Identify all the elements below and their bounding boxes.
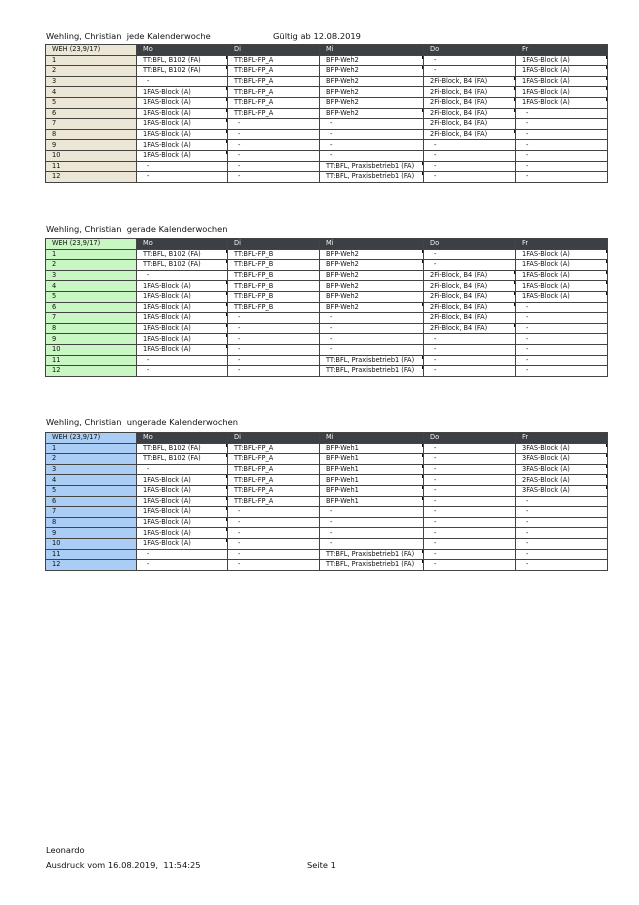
lesson-cell-fr: - [516, 172, 608, 183]
lesson-cell-do: 2Fi-Block, B4 (FA) [424, 87, 516, 98]
lesson-cell-mi: BFP-Weh2 [320, 97, 424, 108]
lesson-cell-do: - [424, 454, 516, 465]
lesson-cell-di: TT:BFL-FP_A [228, 496, 320, 507]
table-row [46, 302, 608, 313]
table-row [46, 366, 608, 377]
lesson-cell-mo: 1FAS-Block (A) [137, 302, 228, 313]
period-number: 12 [46, 172, 137, 183]
day-header-fr: Fr [516, 239, 608, 250]
day-header-mo: Mo [137, 433, 228, 444]
lesson-cell-mo: - [137, 366, 228, 377]
lesson-cell-di: TT:BFL-FP_A [228, 87, 320, 98]
table-row [46, 454, 608, 465]
lesson-cell-mi: BFP-Weh1 [320, 485, 424, 496]
lesson-cell-mi: TT:BFL, Praxisbetrieb1 (FA) [320, 549, 424, 560]
lesson-cell-di: TT:BFL-FP_A [228, 108, 320, 119]
lesson-cell-mi: BFP-Weh2 [320, 76, 424, 87]
lesson-cell-mi: - [320, 528, 424, 539]
table-row [46, 355, 608, 366]
period-number: 4 [46, 87, 137, 98]
header-row [46, 239, 608, 250]
day-header-mo: Mo [137, 45, 228, 56]
table-row [46, 517, 608, 528]
period-number: 8 [46, 517, 137, 528]
lesson-cell-di: - [228, 344, 320, 355]
lesson-cell-di: - [228, 560, 320, 571]
lesson-cell-di: TT:BFL-FP_A [228, 97, 320, 108]
table-row [46, 485, 608, 496]
lesson-cell-mi: BFP-Weh2 [320, 260, 424, 271]
lesson-cell-do: - [424, 355, 516, 366]
footer-printed: Ausdruck vom 16.08.2019, 11:54:25 [46, 860, 201, 870]
table-row [46, 560, 608, 571]
lesson-cell-mi: - [320, 507, 424, 518]
teacher-code-header: WEH (23,9/17) [46, 239, 137, 250]
period-number: 1 [46, 55, 137, 66]
lesson-cell-di: TT:BFL-FP_B [228, 281, 320, 292]
lesson-cell-mi: BFP-Weh2 [320, 55, 424, 66]
period-number: 9 [46, 528, 137, 539]
lesson-cell-mo: - [137, 560, 228, 571]
lesson-cell-mo: 1FAS-Block (A) [137, 291, 228, 302]
lesson-cell-mi: - [320, 129, 424, 140]
lesson-cell-mi: BFP-Weh2 [320, 281, 424, 292]
table-row [46, 260, 608, 271]
lesson-cell-mi: - [320, 538, 424, 549]
lesson-cell-mi: - [320, 344, 424, 355]
lesson-cell-di: - [228, 334, 320, 345]
day-header-di: Di [228, 239, 320, 250]
table-row [46, 464, 608, 475]
period-number: 10 [46, 150, 137, 161]
lesson-cell-di: TT:BFL-FP_B [228, 260, 320, 271]
table-row [46, 249, 608, 260]
lesson-cell-mo: 1FAS-Block (A) [137, 129, 228, 140]
lesson-cell-mo: TT:BFL, B102 (FA) [137, 443, 228, 454]
period-number: 8 [46, 323, 137, 334]
lesson-cell-mo: 1FAS-Block (A) [137, 97, 228, 108]
lesson-cell-fr: - [516, 528, 608, 539]
table-row [46, 87, 608, 98]
period-number: 10 [46, 538, 137, 549]
table-row [46, 538, 608, 549]
lesson-cell-do: - [424, 464, 516, 475]
table-row [46, 323, 608, 334]
header-row [46, 433, 608, 444]
lesson-cell-do: - [424, 344, 516, 355]
lesson-cell-do: - [424, 140, 516, 151]
lesson-cell-do: 2Fi-Block, B4 (FA) [424, 313, 516, 324]
lesson-cell-di: TT:BFL-FP_A [228, 454, 320, 465]
lesson-cell-mo: - [137, 161, 228, 172]
lesson-cell-fr: - [516, 334, 608, 345]
table-row [46, 496, 608, 507]
table-row [46, 66, 608, 77]
period-number: 1 [46, 443, 137, 454]
lesson-cell-fr: 1FAS-Block (A) [516, 87, 608, 98]
lesson-cell-fr: - [516, 313, 608, 324]
header-row [46, 45, 608, 56]
lesson-cell-mi: BFP-Weh2 [320, 249, 424, 260]
lesson-cell-do: 2Fi-Block, B4 (FA) [424, 108, 516, 119]
lesson-cell-do: - [424, 443, 516, 454]
lesson-cell-di: - [228, 355, 320, 366]
period-number: 2 [46, 454, 137, 465]
lesson-cell-do: - [424, 66, 516, 77]
lesson-cell-fr: - [516, 549, 608, 560]
period-number: 8 [46, 129, 137, 140]
period-number: 5 [46, 97, 137, 108]
lesson-cell-mo: - [137, 76, 228, 87]
lesson-cell-do: - [424, 496, 516, 507]
lesson-cell-mi: - [320, 323, 424, 334]
lesson-cell-mo: TT:BFL, B102 (FA) [137, 55, 228, 66]
lesson-cell-mi: BFP-Weh2 [320, 87, 424, 98]
lesson-cell-mo: 1FAS-Block (A) [137, 517, 228, 528]
period-number: 3 [46, 76, 137, 87]
day-header-mi: Mi [320, 433, 424, 444]
lesson-cell-do: - [424, 517, 516, 528]
lesson-cell-fr: - [516, 496, 608, 507]
lesson-cell-fr: 3FAS-Block (A) [516, 443, 608, 454]
lesson-cell-mo: TT:BFL, B102 (FA) [137, 66, 228, 77]
lesson-cell-do: - [424, 55, 516, 66]
lesson-cell-mo: 1FAS-Block (A) [137, 323, 228, 334]
lesson-cell-mo: 1FAS-Block (A) [137, 485, 228, 496]
lesson-cell-fr: - [516, 355, 608, 366]
period-number: 10 [46, 344, 137, 355]
lesson-cell-mo: - [137, 464, 228, 475]
lesson-cell-mi: BFP-Weh1 [320, 464, 424, 475]
lesson-cell-fr: 1FAS-Block (A) [516, 97, 608, 108]
table-row [46, 119, 608, 130]
lesson-cell-fr: 3FAS-Block (A) [516, 485, 608, 496]
period-number: 5 [46, 291, 137, 302]
lesson-cell-di: TT:BFL-FP_A [228, 464, 320, 475]
lesson-cell-do: - [424, 260, 516, 271]
lesson-cell-do: - [424, 560, 516, 571]
day-header-mo: Mo [137, 239, 228, 250]
period-number: 12 [46, 366, 137, 377]
day-header-mi: Mi [320, 45, 424, 56]
lesson-cell-di: - [228, 119, 320, 130]
lesson-cell-di: - [228, 517, 320, 528]
lesson-cell-mi: BFP-Weh1 [320, 496, 424, 507]
day-header-mi: Mi [320, 239, 424, 250]
lesson-cell-mo: 1FAS-Block (A) [137, 475, 228, 486]
lesson-cell-fr: 1FAS-Block (A) [516, 281, 608, 292]
lesson-cell-di: - [228, 129, 320, 140]
lesson-cell-di: - [228, 538, 320, 549]
period-number: 3 [46, 464, 137, 475]
lesson-cell-mi: BFP-Weh1 [320, 454, 424, 465]
lesson-cell-do: - [424, 161, 516, 172]
period-number: 11 [46, 161, 137, 172]
lesson-cell-fr: 1FAS-Block (A) [516, 291, 608, 302]
lesson-cell-mi: - [320, 150, 424, 161]
table-row [46, 507, 608, 518]
lesson-cell-mi: TT:BFL, Praxisbetrieb1 (FA) [320, 172, 424, 183]
lesson-cell-fr: 1FAS-Block (A) [516, 76, 608, 87]
lesson-cell-do: - [424, 366, 516, 377]
lesson-cell-do: 2Fi-Block, B4 (FA) [424, 129, 516, 140]
valid-from: Gültig ab 12.08.2019 [273, 31, 361, 41]
timetable-every-week [45, 44, 608, 183]
lesson-cell-mo: 1FAS-Block (A) [137, 140, 228, 151]
lesson-cell-fr: 1FAS-Block (A) [516, 270, 608, 281]
lesson-cell-do: - [424, 334, 516, 345]
lesson-cell-fr: - [516, 129, 608, 140]
lesson-cell-mi: BFP-Weh2 [320, 270, 424, 281]
lesson-cell-fr: - [516, 517, 608, 528]
lesson-cell-mi: TT:BFL, Praxisbetrieb1 (FA) [320, 366, 424, 377]
lesson-cell-mi: - [320, 119, 424, 130]
lesson-cell-di: - [228, 161, 320, 172]
table-1-title: Wehling, Christian jede Kalenderwoche [46, 31, 211, 41]
lesson-cell-mo: 1FAS-Block (A) [137, 507, 228, 518]
lesson-cell-fr: - [516, 507, 608, 518]
lesson-cell-do: - [424, 485, 516, 496]
lesson-cell-mo: 1FAS-Block (A) [137, 334, 228, 345]
lesson-cell-fr: - [516, 140, 608, 151]
table-row [46, 76, 608, 87]
lesson-cell-mi: TT:BFL, Praxisbetrieb1 (FA) [320, 161, 424, 172]
table-row [46, 475, 608, 486]
lesson-cell-do: 2Fi-Block, B4 (FA) [424, 119, 516, 130]
lesson-cell-mo: 1FAS-Block (A) [137, 528, 228, 539]
lesson-cell-mo: 1FAS-Block (A) [137, 496, 228, 507]
table-row [46, 172, 608, 183]
period-number: 9 [46, 334, 137, 345]
footer-page: Seite 1 [307, 860, 336, 870]
lesson-cell-fr: 2FAS-Block (A) [516, 475, 608, 486]
table-row [46, 140, 608, 151]
day-header-di: Di [228, 45, 320, 56]
day-header-do: Do [424, 45, 516, 56]
lesson-cell-fr: 1FAS-Block (A) [516, 55, 608, 66]
table-3-title: Wehling, Christian ungerade Kalenderwochen [46, 417, 239, 427]
lesson-cell-fr: - [516, 344, 608, 355]
period-number: 2 [46, 260, 137, 271]
lesson-cell-do: 2Fi-Block, B4 (FA) [424, 291, 516, 302]
lesson-cell-di: TT:BFL-FP_A [228, 55, 320, 66]
period-number: 6 [46, 108, 137, 119]
lesson-cell-do: - [424, 172, 516, 183]
teacher-code-header: WEH (23,9/17) [46, 433, 137, 444]
lesson-cell-mo: TT:BFL, B102 (FA) [137, 249, 228, 260]
lesson-cell-di: - [228, 150, 320, 161]
lesson-cell-mo: 1FAS-Block (A) [137, 119, 228, 130]
period-number: 1 [46, 249, 137, 260]
lesson-cell-mi: TT:BFL, Praxisbetrieb1 (FA) [320, 560, 424, 571]
lesson-cell-fr: - [516, 150, 608, 161]
lesson-cell-mi: - [320, 313, 424, 324]
lesson-cell-do: - [424, 549, 516, 560]
lesson-cell-di: TT:BFL-FP_A [228, 66, 320, 77]
lesson-cell-fr: 3FAS-Block (A) [516, 464, 608, 475]
table-row [46, 161, 608, 172]
lesson-cell-fr: 1FAS-Block (A) [516, 66, 608, 77]
period-number: 3 [46, 270, 137, 281]
lesson-cell-mi: - [320, 140, 424, 151]
table-row [46, 270, 608, 281]
lesson-cell-mo: 1FAS-Block (A) [137, 87, 228, 98]
lesson-cell-di: TT:BFL-FP_A [228, 485, 320, 496]
lesson-cell-di: - [228, 549, 320, 560]
table-row [46, 313, 608, 324]
lesson-cell-do: 2Fi-Block, B4 (FA) [424, 281, 516, 292]
lesson-cell-di: TT:BFL-FP_B [228, 249, 320, 260]
lesson-cell-do: - [424, 538, 516, 549]
period-number: 6 [46, 302, 137, 313]
lesson-cell-do: 2Fi-Block, B4 (FA) [424, 302, 516, 313]
lesson-cell-do: 2Fi-Block, B4 (FA) [424, 270, 516, 281]
lesson-cell-mi: - [320, 334, 424, 345]
lesson-cell-di: TT:BFL-FP_A [228, 475, 320, 486]
lesson-cell-do: 2Fi-Block, B4 (FA) [424, 76, 516, 87]
lesson-cell-mo: - [137, 549, 228, 560]
period-number: 5 [46, 485, 137, 496]
lesson-cell-fr: - [516, 108, 608, 119]
period-number: 6 [46, 496, 137, 507]
lesson-cell-mo: 1FAS-Block (A) [137, 313, 228, 324]
period-number: 4 [46, 281, 137, 292]
lesson-cell-mo: - [137, 172, 228, 183]
day-header-di: Di [228, 433, 320, 444]
lesson-cell-fr: 1FAS-Block (A) [516, 249, 608, 260]
lesson-cell-di: - [228, 313, 320, 324]
table-row [46, 344, 608, 355]
day-header-fr: Fr [516, 433, 608, 444]
period-number: 11 [46, 355, 137, 366]
footer-author: Leonardo [46, 845, 85, 855]
lesson-cell-fr: 1FAS-Block (A) [516, 260, 608, 271]
day-header-do: Do [424, 239, 516, 250]
day-header-do: Do [424, 433, 516, 444]
table-row [46, 129, 608, 140]
lesson-cell-mi: BFP-Weh1 [320, 475, 424, 486]
table-row [46, 528, 608, 539]
lesson-cell-mi: BFP-Weh2 [320, 302, 424, 313]
table-row [46, 443, 608, 454]
lesson-cell-di: TT:BFL-FP_A [228, 443, 320, 454]
table-row [46, 549, 608, 560]
table-2-title: Wehling, Christian gerade Kalenderwochen [46, 224, 228, 234]
lesson-cell-di: TT:BFL-FP_A [228, 76, 320, 87]
lesson-cell-fr: - [516, 119, 608, 130]
lesson-cell-fr: - [516, 161, 608, 172]
period-number: 7 [46, 507, 137, 518]
lesson-cell-mi: TT:BFL, Praxisbetrieb1 (FA) [320, 355, 424, 366]
lesson-cell-fr: - [516, 366, 608, 377]
table-row [46, 334, 608, 345]
lesson-cell-mo: - [137, 355, 228, 366]
lesson-cell-mi: BFP-Weh2 [320, 291, 424, 302]
lesson-cell-di: TT:BFL-FP_B [228, 302, 320, 313]
lesson-cell-di: TT:BFL-FP_B [228, 270, 320, 281]
lesson-cell-do: 2Fi-Block, B4 (FA) [424, 323, 516, 334]
day-header-fr: Fr [516, 45, 608, 56]
lesson-cell-di: TT:BFL-FP_B [228, 291, 320, 302]
lesson-cell-do: - [424, 507, 516, 518]
lesson-cell-di: - [228, 323, 320, 334]
timetable-even-weeks [45, 238, 608, 377]
lesson-cell-do: - [424, 475, 516, 486]
lesson-cell-di: - [228, 528, 320, 539]
lesson-cell-di: - [228, 140, 320, 151]
period-number: 11 [46, 549, 137, 560]
lesson-cell-mi: BFP-Weh1 [320, 443, 424, 454]
lesson-cell-do: 2Fi-Block, B4 (FA) [424, 97, 516, 108]
lesson-cell-fr: - [516, 302, 608, 313]
table-row [46, 281, 608, 292]
lesson-cell-mi: - [320, 517, 424, 528]
lesson-cell-fr: - [516, 538, 608, 549]
lesson-cell-mo: - [137, 270, 228, 281]
period-number: 12 [46, 560, 137, 571]
lesson-cell-mo: 1FAS-Block (A) [137, 281, 228, 292]
lesson-cell-mo: TT:BFL, B102 (FA) [137, 454, 228, 465]
lesson-cell-mi: BFP-Weh2 [320, 108, 424, 119]
table-row [46, 150, 608, 161]
period-number: 4 [46, 475, 137, 486]
period-number: 2 [46, 66, 137, 77]
teacher-code-header: WEH (23,9/17) [46, 45, 137, 56]
lesson-cell-di: - [228, 172, 320, 183]
lesson-cell-do: - [424, 150, 516, 161]
lesson-cell-fr: - [516, 323, 608, 334]
period-number: 9 [46, 140, 137, 151]
lesson-cell-mo: 1FAS-Block (A) [137, 108, 228, 119]
table-row [46, 55, 608, 66]
lesson-cell-do: - [424, 249, 516, 260]
table-row [46, 108, 608, 119]
lesson-cell-fr: - [516, 560, 608, 571]
period-number: 7 [46, 119, 137, 130]
table-row [46, 97, 608, 108]
lesson-cell-mo: 1FAS-Block (A) [137, 538, 228, 549]
lesson-cell-mo: TT:BFL, B102 (FA) [137, 260, 228, 271]
lesson-cell-di: - [228, 366, 320, 377]
lesson-cell-mo: 1FAS-Block (A) [137, 344, 228, 355]
lesson-cell-mo: 1FAS-Block (A) [137, 150, 228, 161]
table-row [46, 291, 608, 302]
lesson-cell-di: - [228, 507, 320, 518]
timetable-odd-weeks [45, 432, 608, 571]
lesson-cell-mi: BFP-Weh2 [320, 66, 424, 77]
lesson-cell-fr: 3FAS-Block (A) [516, 454, 608, 465]
period-number: 7 [46, 313, 137, 324]
lesson-cell-do: - [424, 528, 516, 539]
